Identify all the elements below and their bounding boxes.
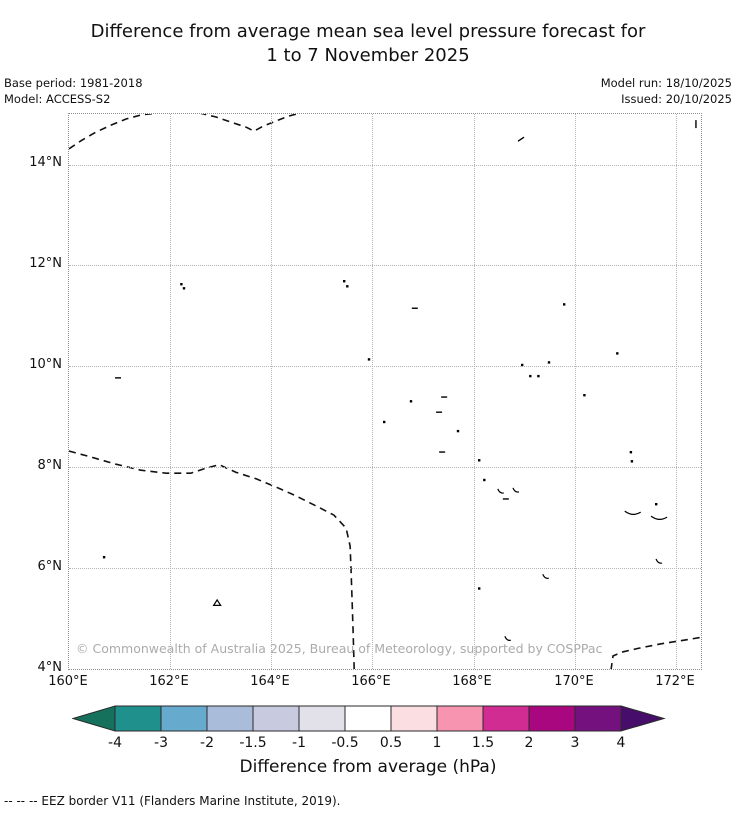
gridline-vertical — [271, 114, 272, 669]
x-axis-tick-label: 160°E — [48, 674, 88, 689]
colorbar-segment — [575, 706, 621, 731]
island-outline — [498, 489, 504, 493]
colorbar — [72, 705, 666, 732]
colorbar-tick-label: 1.5 — [471, 735, 495, 751]
y-axis-tick-label: 6°N — [37, 559, 62, 574]
gridline-horizontal — [69, 265, 701, 266]
island-outline — [631, 460, 633, 462]
island-outline — [651, 516, 667, 519]
colorbar-tick-label: -1 — [292, 735, 306, 751]
colorbar-segment — [253, 706, 299, 731]
colorbar-label: Difference from average (hPa) — [239, 757, 497, 777]
gridline-vertical — [676, 114, 677, 669]
x-axis-tick-label: 170°E — [554, 674, 594, 689]
island-outline — [383, 421, 385, 423]
y-axis-tick-label: 10°N — [29, 357, 62, 372]
x-axis-tick-label: 162°E — [149, 674, 189, 689]
island-outline — [583, 394, 585, 396]
x-axis-tick-label: 168°E — [452, 674, 492, 689]
model-text: Model: ACCESS-S2 — [4, 92, 111, 106]
x-axis-tick-label: 172°E — [655, 674, 695, 689]
island-outline — [478, 587, 480, 589]
colorbar-segment — [299, 706, 345, 731]
colorbar-tick-label: 0.5 — [379, 735, 403, 751]
colorbar-tick-label: -4 — [108, 735, 122, 751]
gridline-vertical — [474, 114, 475, 669]
eez-border-line — [611, 637, 701, 669]
gridline-vertical — [170, 114, 171, 669]
x-axis-tick-label: 166°E — [351, 674, 391, 689]
colorbar-tick-label: -1.5 — [239, 735, 267, 751]
island-outline — [410, 400, 412, 402]
eez-legend-footnote: -- -- -- EEZ border V11 (Flanders Marine Institute, 2019). — [4, 794, 341, 808]
colorbar-tick-label: 1 — [432, 735, 442, 751]
y-axis-tick-label: 4°N — [37, 660, 62, 675]
island-outline — [457, 430, 459, 432]
issued-text: Issued: 20/10/2025 — [621, 92, 732, 106]
colorbar-segment — [437, 706, 483, 731]
colorbar-segment — [115, 706, 161, 731]
island-outline — [513, 488, 519, 492]
x-axis-tick-label: 164°E — [250, 674, 290, 689]
colorbar-tick-label: 4 — [616, 735, 626, 751]
gridline-vertical — [372, 114, 373, 669]
island-outline — [478, 459, 480, 461]
title-line-1: Difference from average mean sea level pressure forecast for — [90, 21, 646, 42]
island-outline — [655, 503, 657, 505]
island-outline — [214, 600, 221, 606]
island-outline — [625, 511, 641, 514]
title-line-2: 1 to 7 November 2025 — [266, 45, 470, 66]
colorbar-segment — [483, 706, 529, 731]
page-title — [0, 20, 736, 68]
colorbar-segment — [529, 706, 575, 731]
island-outline — [483, 479, 485, 481]
eez-border-line — [199, 114, 300, 131]
gridline-horizontal — [69, 568, 701, 569]
island-outline — [180, 283, 182, 285]
island-outline — [505, 636, 511, 640]
island-outline — [616, 352, 618, 354]
island-outline — [630, 451, 632, 453]
colorbar-segment — [207, 706, 253, 731]
colorbar-segment — [345, 706, 391, 731]
island-outline — [537, 375, 539, 377]
island-outline — [548, 361, 550, 363]
y-axis-tick-label: 12°N — [29, 256, 62, 271]
colorbar-segment — [161, 706, 207, 731]
island-outline — [103, 556, 105, 558]
y-axis-tick-label: 14°N — [29, 155, 62, 170]
colorbar-tick-label: -2 — [200, 735, 214, 751]
y-axis-tick-label: 8°N — [37, 458, 62, 473]
island-outline — [518, 137, 524, 141]
eez-border-line — [69, 451, 354, 669]
base-period-text: Base period: 1981-2018 — [4, 76, 143, 90]
island-outline — [368, 358, 370, 360]
island-outline — [563, 303, 565, 305]
colorbar-tick-label: -0.5 — [331, 735, 359, 751]
colorbar-tick-label: -3 — [154, 735, 168, 751]
colorbar-tick-label: 3 — [570, 735, 580, 751]
eez-border-line — [69, 114, 158, 149]
island-outline — [346, 285, 348, 287]
island-outline — [529, 375, 531, 377]
model-run-text: Model run: 18/10/2025 — [600, 76, 732, 90]
colorbar-tick-label: 2 — [524, 735, 534, 751]
island-outline — [183, 287, 185, 289]
gridline-horizontal — [69, 165, 701, 166]
colorbar-over-arrow — [621, 706, 664, 731]
colorbar-under-arrow — [73, 706, 115, 731]
gridline-vertical — [575, 114, 576, 669]
colorbar-segment — [391, 706, 437, 731]
gridline-horizontal — [69, 366, 701, 367]
island-outline — [656, 559, 662, 563]
island-outline — [543, 574, 549, 578]
map-plot-area — [68, 113, 702, 670]
copyright-watermark: © Commonwealth of Australia 2025, Bureau of Meteorology, supported by COSPPac — [76, 641, 603, 656]
island-outline — [343, 280, 345, 282]
map-overlay-svg — [69, 114, 701, 669]
gridline-horizontal — [69, 467, 701, 468]
